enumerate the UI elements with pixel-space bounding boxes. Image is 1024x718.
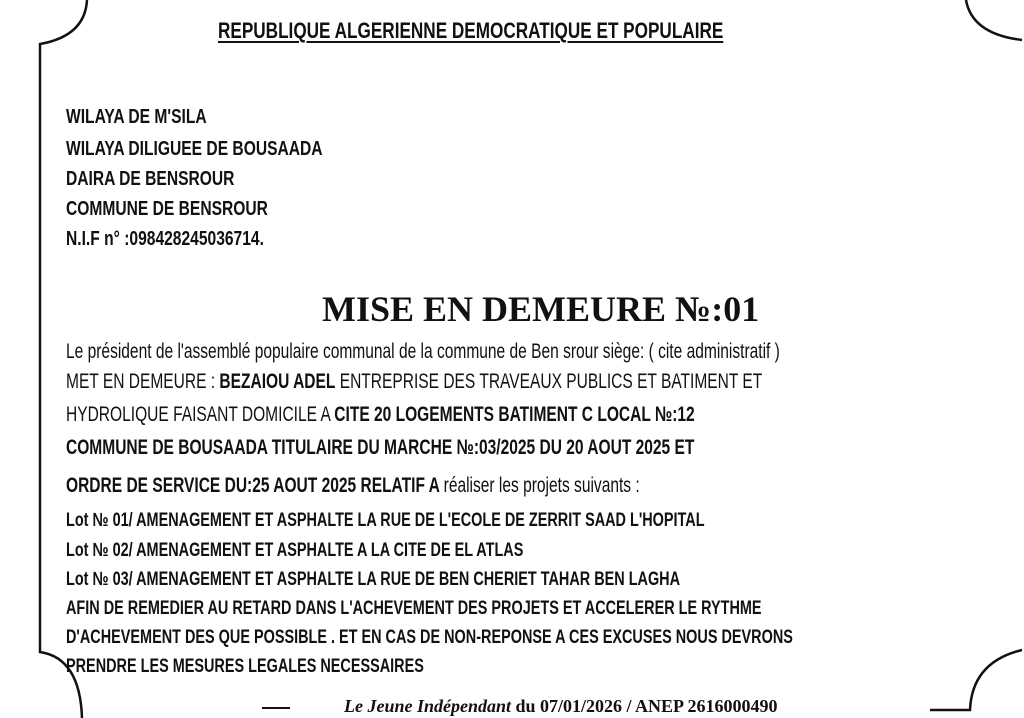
publication-footer (344, 696, 778, 717)
body-line-5b: réaliser les projets suivants : (443, 474, 640, 497)
body-line-2 (66, 370, 762, 394)
body-line-2a: MET EN DEMEURE : (66, 370, 220, 393)
lot-item-3: Lot № 03/ AMENAGEMENT ET ASPHALTE LA RUE DE BEN CHERIET TAHAR BEN LAGHA (66, 569, 681, 590)
nif-line: N.I.F n° :098428245036714. (66, 228, 264, 250)
body-line-5 (66, 474, 640, 498)
lot-item-1: Lot № 01/ AMENAGEMENT ET ASPHALTE LA RUE DE L'ECOLE DE ZERRIT SAAD L'HOPITAL (66, 510, 705, 531)
wilaya-diliguee-line: WILAYA DILIGUEE DE BOUSAADA (66, 138, 323, 160)
body-line-3a: HYDROLIQUE FAISANT DOMICILE A (66, 403, 335, 426)
closing-line-2: D'ACHEVEMENT DES QUE POSSIBLE . ET EN CAS DE NON-REPONSE A CES EXCUSES NOUS DEVRONS (66, 627, 793, 648)
contractor-name: BEZAIOU ADEL (219, 370, 336, 393)
lot-item-2: Lot № 02/ AMENAGEMENT ET ASPHALTE A LA CITE DE EL ATLAS (66, 540, 524, 561)
publication-ref: du 07/01/2026 / ANEP 2616000490 (511, 696, 778, 716)
closing-line-1: AFIN DE REMEDIER AU RETARD DANS L'ACHEVEMENT DES PROJETS ET ACCELERER LE RYTHME (66, 598, 762, 619)
body-line-1: Le président de l'assemblé populaire communal de la commune de Ben srour siège: ( cite administratif ) (66, 340, 780, 363)
body-line-4: COMMUNE DE BOUSAADA TITULAIRE DU MARCHE №:03/2025 DU 20 AOUT 2025 ET (66, 436, 695, 459)
notice-title: MISE EN DEMEURE №:01 (322, 289, 760, 329)
body-line-3 (66, 403, 695, 427)
republic-heading: REPUBLIQUE ALGERIENNE DEMOCRATIQUE ET POPULAIRE (218, 18, 724, 43)
commune-line: COMMUNE DE BENSROUR (66, 198, 268, 220)
newspaper-name: Le Jeune Indépendant (344, 696, 512, 716)
body-line-5a: ORDRE DE SERVICE DU:25 AOUT 2025 RELATIF A (66, 474, 444, 497)
wilaya-line: WILAYA DE M'SILA (66, 106, 207, 128)
closing-line-3: PRENDRE LES MESURES LEGALES NECESSAIRES (66, 656, 424, 677)
contractor-address: CITE 20 LOGEMENTS BATIMENT C LOCAL №:12 (334, 403, 695, 426)
daira-line: DAIRA DE BENSROUR (66, 168, 235, 190)
body-line-2c: ENTREPRISE DES TRAVEAUX PUBLICS ET BATIMENT ET (335, 370, 763, 393)
